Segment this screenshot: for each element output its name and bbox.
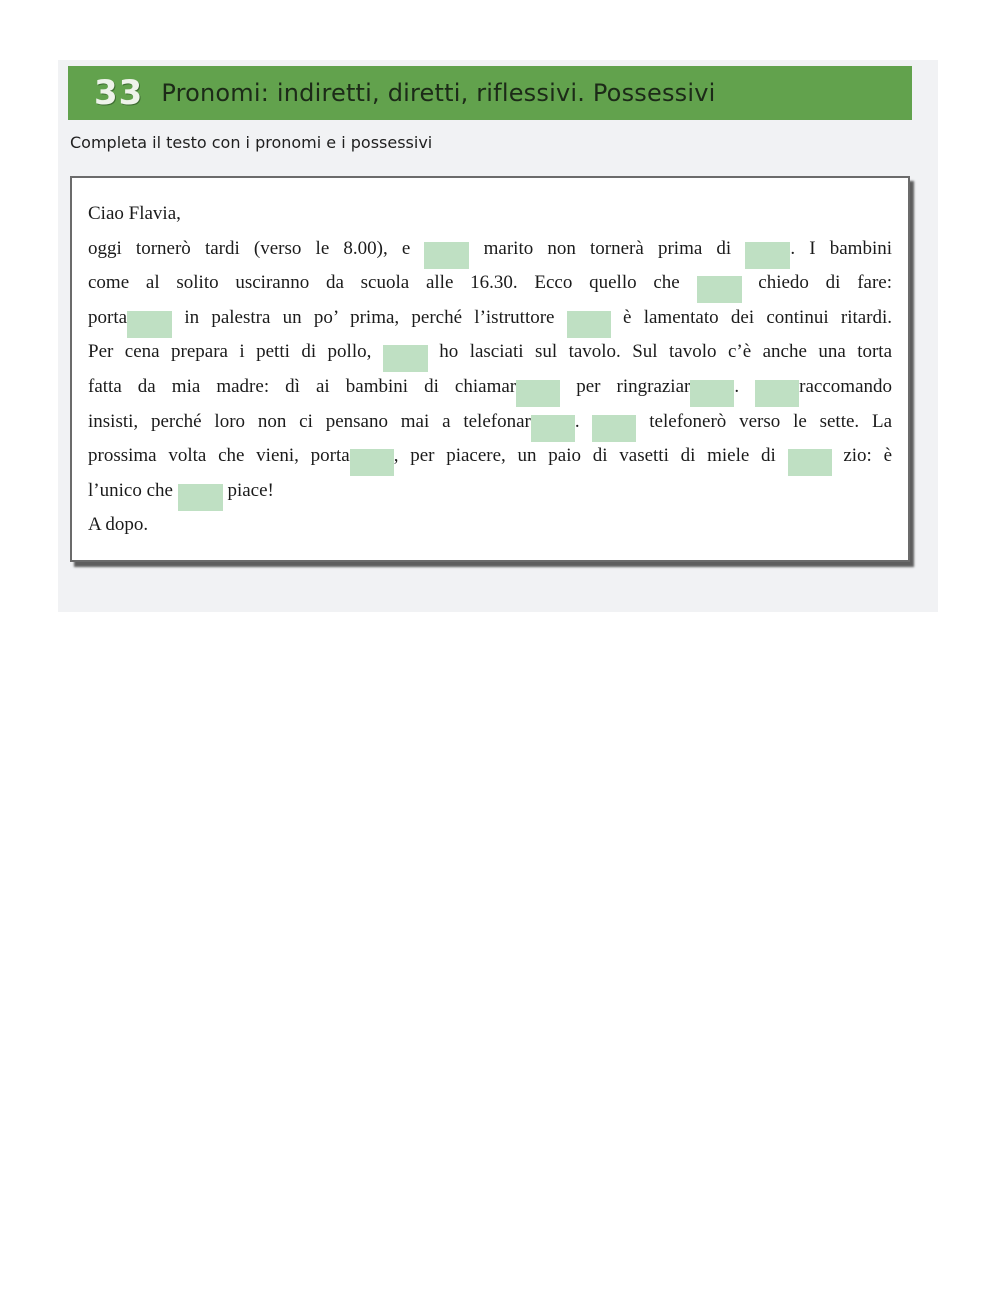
blank-input-3[interactable] <box>697 276 742 303</box>
letter-line: oggi tornerò tardi (verso le 8.00), e marito non tornerà prima di . I bambini <box>88 232 892 267</box>
unit-number: 33 <box>94 73 144 113</box>
blank-input-13[interactable] <box>788 449 832 476</box>
letter-text <box>88 197 892 543</box>
letter-line: insisti, perché loro non ci pensano mai a telefonar . telefonerò verso le sette. La <box>88 405 892 440</box>
blank-input-14[interactable] <box>178 484 223 511</box>
blank-input-10[interactable] <box>531 415 575 442</box>
blank-input-11[interactable] <box>592 415 636 442</box>
blank-input-12[interactable] <box>350 449 394 476</box>
unit-header <box>68 66 912 120</box>
blank-input-5[interactable] <box>567 311 611 338</box>
blank-input-7[interactable] <box>516 380 560 407</box>
greeting: Ciao Flavia, <box>88 203 181 224</box>
letter-line: fatta da mia madre: dì ai bambini di chiamar per ringraziar . raccomando <box>88 370 892 405</box>
exercise-instruction: Completa il testo con i pronomi e i possessivi <box>70 133 433 152</box>
letter-line: porta in palestra un po’ prima, perché l’istruttore è lamentato dei continui ritardi. <box>88 301 892 336</box>
letter-line <box>88 197 892 232</box>
blank-input-4[interactable] <box>127 311 172 338</box>
blank-input-8[interactable] <box>690 380 734 407</box>
unit-title: Pronomi: indiretti, diretti, riflessivi. Possessivi <box>161 79 716 107</box>
letter-line: Per cena prepara i petti di pollo, ho lasciati sul tavolo. Sul tavolo c’è anche una torta <box>88 335 892 370</box>
closing: A dopo. <box>88 514 149 536</box>
letter-line <box>88 508 892 543</box>
blank-input-2[interactable] <box>745 242 790 269</box>
blank-input-9[interactable] <box>755 380 799 407</box>
letter-line: prossima volta che vieni, porta , per piacere, un paio di vasetti di miele di zio: è <box>88 439 892 474</box>
blank-input-1[interactable] <box>424 242 469 269</box>
blank-input-6[interactable] <box>383 345 428 372</box>
letter-line: l’unico che piace! <box>88 474 892 509</box>
letter-line: come al solito usciranno da scuola alle 16.30. Ecco quello che chiedo di fare: <box>88 266 892 301</box>
